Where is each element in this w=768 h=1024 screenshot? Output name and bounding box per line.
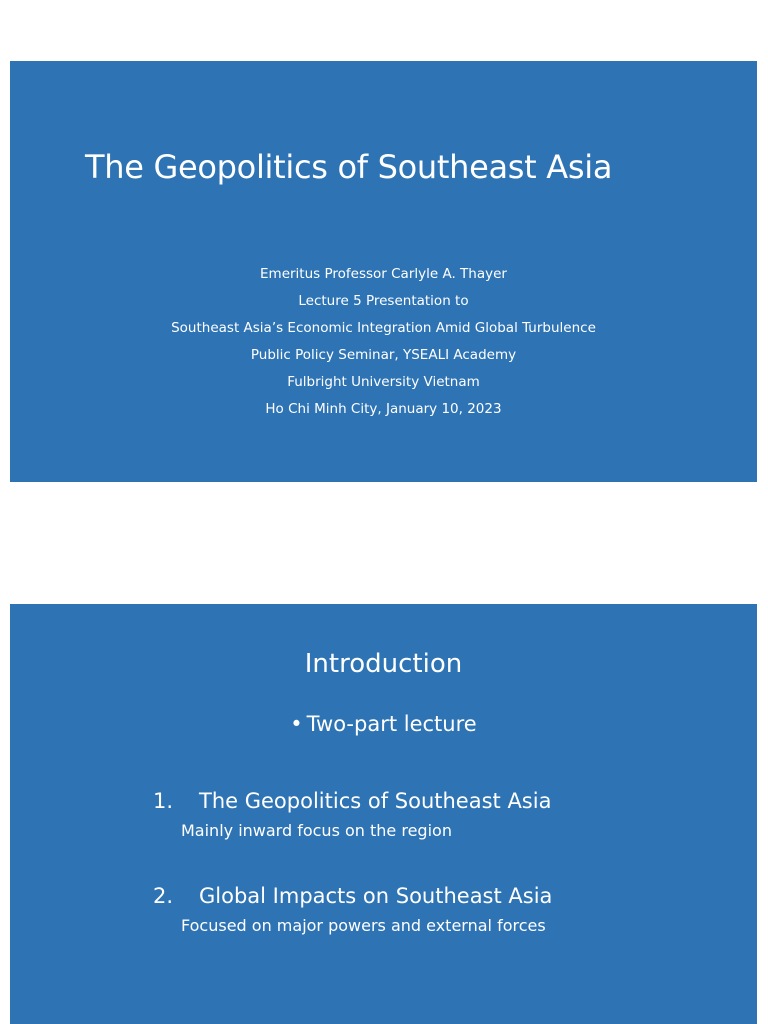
slide-title: Introduction bbox=[304, 649, 463, 679]
item-detail: Mainly inward focus on the region bbox=[181, 821, 452, 840]
seminar-line: Public Policy Seminar, YSEALI Academy bbox=[250, 347, 517, 363]
item-number: 1. bbox=[153, 789, 174, 813]
item-heading: The Geopolitics of Southeast Asia bbox=[199, 789, 552, 813]
bullet-text: Two-part lecture bbox=[306, 712, 477, 736]
title-slide bbox=[10, 61, 757, 482]
university-line: Fulbright University Vietnam bbox=[287, 374, 480, 390]
slide-title: The Geopolitics of Southeast Asia bbox=[85, 148, 613, 186]
location-date-line: Ho Chi Minh City, January 10, 2023 bbox=[265, 401, 502, 417]
bullet-icon: • bbox=[290, 712, 303, 736]
introduction-slide bbox=[10, 604, 757, 1024]
numbered-item bbox=[153, 881, 552, 911]
numbered-item bbox=[153, 786, 551, 816]
item-number: 2. bbox=[153, 884, 174, 908]
item-heading: Global Impacts on Southeast Asia bbox=[199, 884, 553, 908]
bullet-point bbox=[10, 709, 757, 739]
lecture-line: Lecture 5 Presentation to bbox=[298, 293, 469, 309]
presenter-name: Emeritus Professor Carlyle A. Thayer bbox=[260, 266, 507, 282]
item-detail: Focused on major powers and external forces bbox=[181, 916, 546, 935]
course-title: Southeast Asia’s Economic Integration Amid Global Turbulence bbox=[171, 320, 596, 336]
slide-subtitle bbox=[10, 261, 757, 423]
